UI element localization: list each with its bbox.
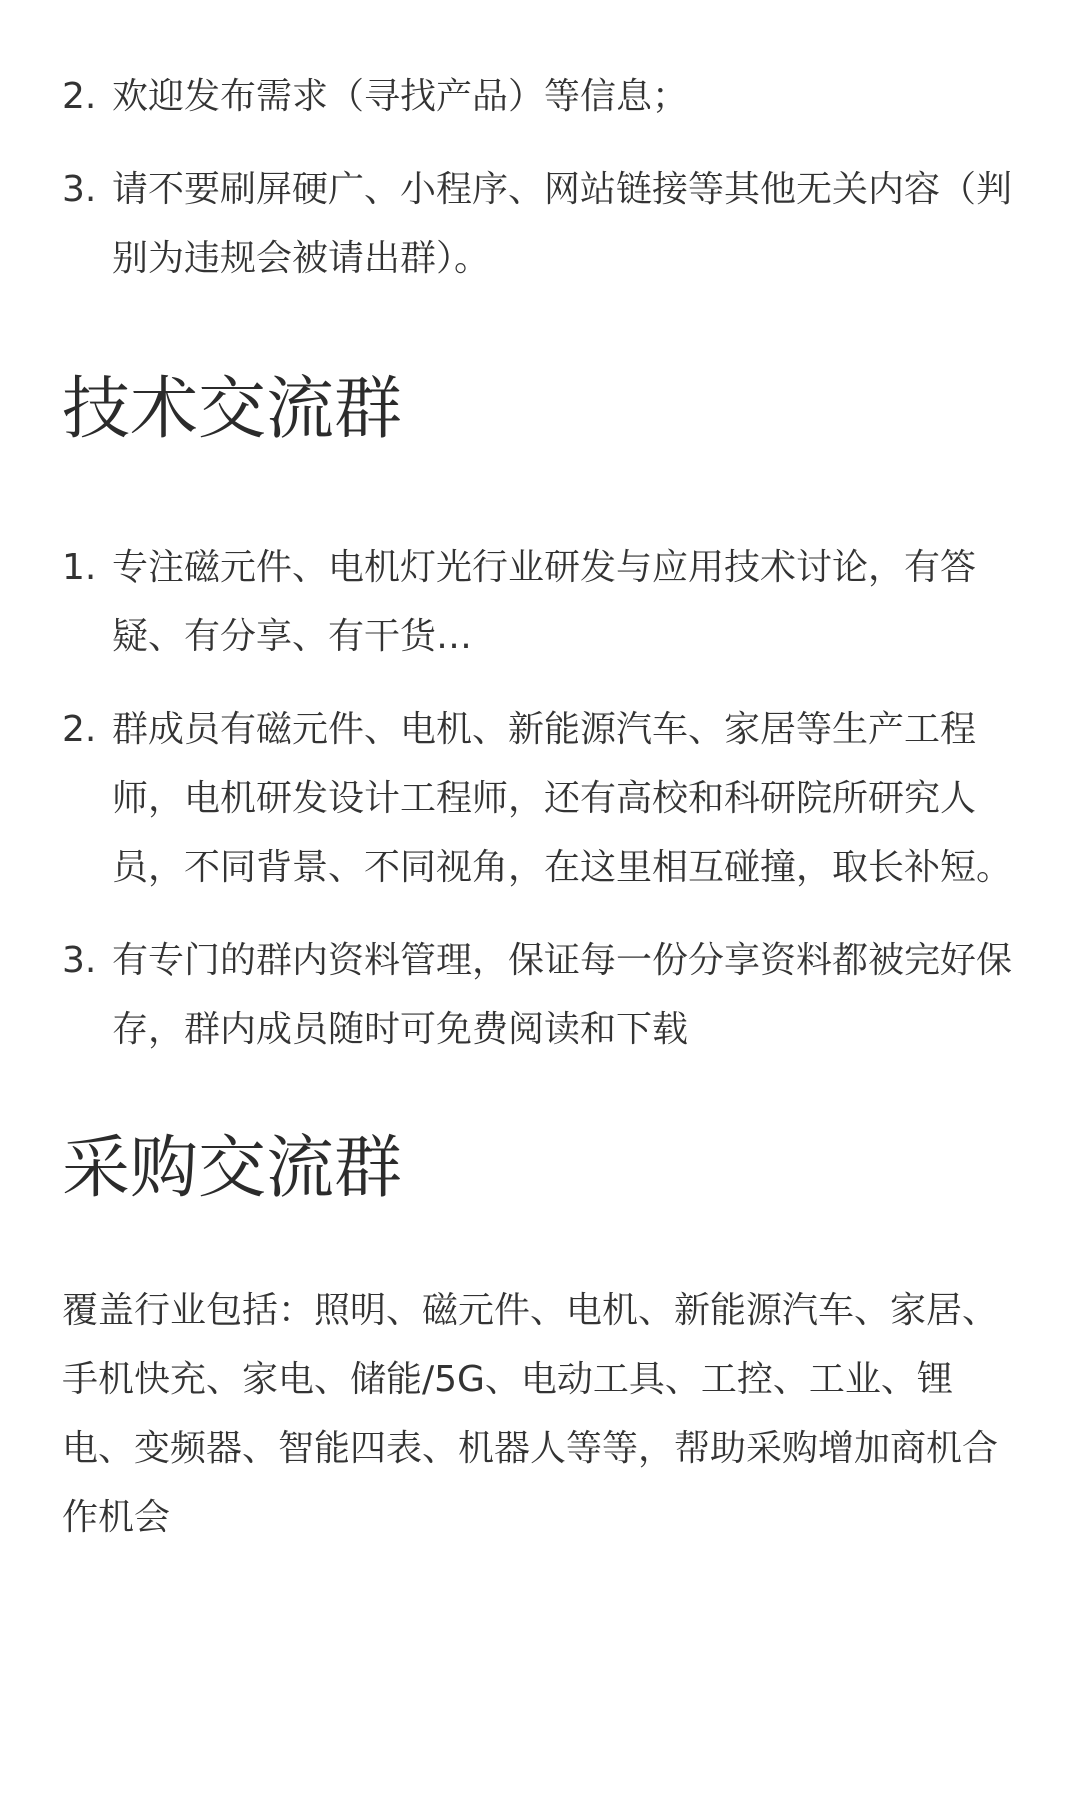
list-item [62,155,1022,293]
list-item [62,62,1022,131]
list-item [62,926,1022,1064]
list-number: 3. [62,169,97,210]
list-number: 2. [62,76,97,117]
tech-group-heading: 技术交流群 [62,370,403,449]
list-text: 群成员有磁元件、电机、新能源汽车、家居等生产工程师，电机研发设计工程师，还有高校和科研院所研究人员，不同背景、不同视角，在这里相互碰撞，取长补短。 [112,709,1013,888]
list-item [62,533,1022,671]
list-number: 1. [62,547,97,588]
list-number: 2. [62,709,97,750]
list-number: 3. [62,940,97,981]
list-item [62,695,1022,902]
tech-group-list [62,533,1022,1064]
purchase-group-heading: 采购交流群 [62,1129,403,1208]
rules-list [62,62,1022,293]
list-text: 有专门的群内资料管理，保证每一份分享资料都被完好保存，群内成员随时可免费阅读和下载 [112,940,1013,1050]
list-text: 请不要刷屏硬广、小程序、网站链接等其他无关内容（判别为违规会被请出群）。 [112,169,1013,279]
list-text: 专注磁元件、电机灯光行业研发与应用技术讨论，有答疑、有分享、有干货… [112,547,977,657]
purchase-group-description: 覆盖行业包括：照明、磁元件、电机、新能源汽车、家居、手机快充、家电、储能/5G、电动工具、工控、工业、锂电、变频器、智能四表、机器人等等，帮助采购增加商机合作机会 [62,1290,999,1538]
article-body [62,62,1022,1552]
list-text: 欢迎发布需求（寻找产品）等信息； [112,76,689,117]
